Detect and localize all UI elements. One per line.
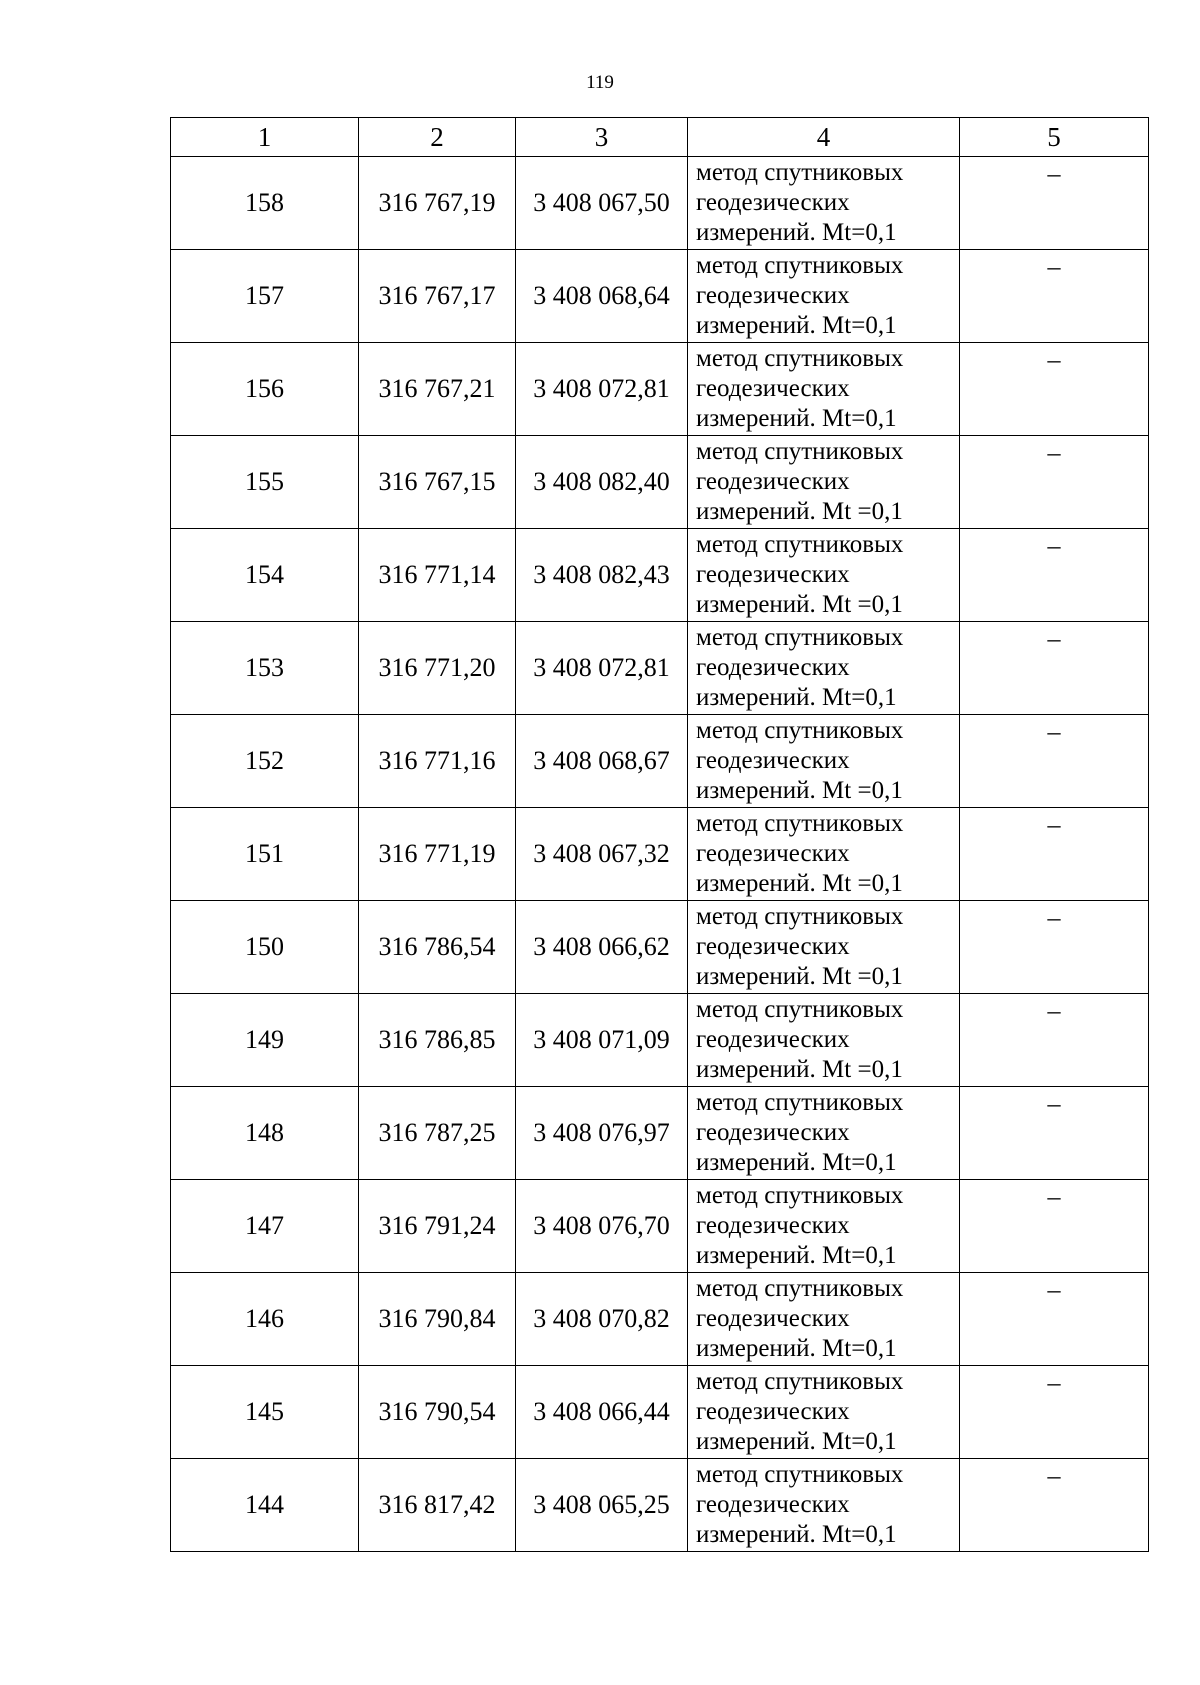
table-row bbox=[171, 343, 1149, 436]
method-cell bbox=[688, 1273, 960, 1366]
note-cell: – bbox=[960, 1366, 1149, 1459]
y-coordinate-cell: 3 408 066,62 bbox=[516, 901, 688, 994]
method-text-line: измерений. Mt =0,1 bbox=[696, 870, 903, 897]
point-number-cell: 152 bbox=[171, 715, 359, 808]
point-number-cell: 155 bbox=[171, 436, 359, 529]
table-row bbox=[171, 1366, 1149, 1459]
method-cell bbox=[688, 250, 960, 343]
point-number-cell: 150 bbox=[171, 901, 359, 994]
point-number-cell: 153 bbox=[171, 622, 359, 715]
y-coordinate-cell: 3 408 068,64 bbox=[516, 250, 688, 343]
method-text-line: измерений. Mt=0,1 bbox=[696, 219, 897, 246]
table-row bbox=[171, 1459, 1149, 1552]
x-coordinate-cell: 316 787,25 bbox=[359, 1087, 516, 1180]
point-number-cell: 154 bbox=[171, 529, 359, 622]
method-text-line: геодезических bbox=[696, 1491, 850, 1518]
method-cell bbox=[688, 808, 960, 901]
coordinates-table bbox=[170, 117, 1149, 1552]
table-row bbox=[171, 436, 1149, 529]
table-header-row bbox=[171, 118, 1149, 157]
method-text-line: измерений. Mt=0,1 bbox=[696, 1149, 897, 1176]
note-cell: – bbox=[960, 157, 1149, 250]
method-text-line: метод спутниковых bbox=[696, 1368, 904, 1395]
y-coordinate-cell: 3 408 082,40 bbox=[516, 436, 688, 529]
x-coordinate-cell: 316 786,54 bbox=[359, 901, 516, 994]
point-number-cell: 151 bbox=[171, 808, 359, 901]
method-cell bbox=[688, 1366, 960, 1459]
point-number-cell: 145 bbox=[171, 1366, 359, 1459]
column-header-3: 3 bbox=[516, 118, 688, 157]
x-coordinate-cell: 316 786,85 bbox=[359, 994, 516, 1087]
table-body bbox=[171, 157, 1149, 1552]
method-text-line: геодезических bbox=[696, 1305, 850, 1332]
method-text-line: метод спутниковых bbox=[696, 531, 904, 558]
method-text-line: геодезических bbox=[696, 1119, 850, 1146]
point-number-cell: 158 bbox=[171, 157, 359, 250]
method-text-line: измерений. Mt=0,1 bbox=[696, 312, 897, 339]
y-coordinate-cell: 3 408 076,97 bbox=[516, 1087, 688, 1180]
note-cell: – bbox=[960, 715, 1149, 808]
table-row bbox=[171, 1273, 1149, 1366]
method-text-line: метод спутниковых bbox=[696, 810, 904, 837]
method-cell bbox=[688, 343, 960, 436]
y-coordinate-cell: 3 408 071,09 bbox=[516, 994, 688, 1087]
method-text-line: измерений. Mt=0,1 bbox=[696, 1428, 897, 1455]
method-cell bbox=[688, 622, 960, 715]
x-coordinate-cell: 316 791,24 bbox=[359, 1180, 516, 1273]
table-row bbox=[171, 250, 1149, 343]
note-cell: – bbox=[960, 529, 1149, 622]
method-text-line: геодезических bbox=[696, 1398, 850, 1425]
table-row bbox=[171, 901, 1149, 994]
x-coordinate-cell: 316 767,15 bbox=[359, 436, 516, 529]
note-cell: – bbox=[960, 994, 1149, 1087]
x-coordinate-cell: 316 790,84 bbox=[359, 1273, 516, 1366]
y-coordinate-cell: 3 408 067,50 bbox=[516, 157, 688, 250]
x-coordinate-cell: 316 817,42 bbox=[359, 1459, 516, 1552]
method-text-line: метод спутниковых bbox=[696, 903, 904, 930]
method-text-line: геодезических bbox=[696, 1026, 850, 1053]
method-text-line: геодезических bbox=[696, 654, 850, 681]
y-coordinate-cell: 3 408 068,67 bbox=[516, 715, 688, 808]
y-coordinate-cell: 3 408 076,70 bbox=[516, 1180, 688, 1273]
note-cell: – bbox=[960, 1180, 1149, 1273]
note-cell: – bbox=[960, 1273, 1149, 1366]
method-text-line: метод спутниковых bbox=[696, 1275, 904, 1302]
table-row bbox=[171, 529, 1149, 622]
column-header-4: 4 bbox=[688, 118, 960, 157]
x-coordinate-cell: 316 771,14 bbox=[359, 529, 516, 622]
table-row bbox=[171, 157, 1149, 250]
y-coordinate-cell: 3 408 072,81 bbox=[516, 622, 688, 715]
point-number-cell: 146 bbox=[171, 1273, 359, 1366]
table-row bbox=[171, 622, 1149, 715]
method-text-line: измерений. Mt =0,1 bbox=[696, 963, 903, 990]
point-number-cell: 157 bbox=[171, 250, 359, 343]
method-text-line: геодезических bbox=[696, 840, 850, 867]
point-number-cell: 156 bbox=[171, 343, 359, 436]
table-row bbox=[171, 715, 1149, 808]
method-text-line: метод спутниковых bbox=[696, 624, 904, 651]
note-cell: – bbox=[960, 250, 1149, 343]
method-text-line: геодезических bbox=[696, 282, 850, 309]
x-coordinate-cell: 316 771,16 bbox=[359, 715, 516, 808]
method-text-line: геодезических bbox=[696, 468, 850, 495]
method-text-line: измерений. Mt=0,1 bbox=[696, 1521, 897, 1548]
method-text-line: измерений. Mt =0,1 bbox=[696, 1056, 903, 1083]
y-coordinate-cell: 3 408 067,32 bbox=[516, 808, 688, 901]
method-text-line: измерений. Mt=0,1 bbox=[696, 1335, 897, 1362]
note-cell: – bbox=[960, 436, 1149, 529]
method-text-line: измерений. Mt =0,1 bbox=[696, 591, 903, 618]
method-text-line: геодезических bbox=[696, 189, 850, 216]
note-cell: – bbox=[960, 622, 1149, 715]
y-coordinate-cell: 3 408 066,44 bbox=[516, 1366, 688, 1459]
table-row bbox=[171, 1180, 1149, 1273]
x-coordinate-cell: 316 771,20 bbox=[359, 622, 516, 715]
method-text-line: геодезических bbox=[696, 933, 850, 960]
method-cell bbox=[688, 994, 960, 1087]
column-header-5: 5 bbox=[960, 118, 1149, 157]
method-text-line: метод спутниковых bbox=[696, 996, 904, 1023]
method-text-line: метод спутниковых bbox=[696, 438, 904, 465]
x-coordinate-cell: 316 767,21 bbox=[359, 343, 516, 436]
method-cell bbox=[688, 1180, 960, 1273]
method-cell bbox=[688, 715, 960, 808]
method-text-line: метод спутниковых bbox=[696, 345, 904, 372]
method-text-line: метод спутниковых bbox=[696, 1461, 904, 1488]
method-text-line: метод спутниковых bbox=[696, 252, 904, 279]
method-cell bbox=[688, 436, 960, 529]
point-number-cell: 144 bbox=[171, 1459, 359, 1552]
method-text-line: геодезических bbox=[696, 375, 850, 402]
method-text-line: геодезических bbox=[696, 1212, 850, 1239]
point-number-cell: 149 bbox=[171, 994, 359, 1087]
x-coordinate-cell: 316 767,19 bbox=[359, 157, 516, 250]
method-text-line: измерений. Mt=0,1 bbox=[696, 405, 897, 432]
method-text-line: измерений. Mt =0,1 bbox=[696, 777, 903, 804]
table-row bbox=[171, 1087, 1149, 1180]
column-header-2: 2 bbox=[359, 118, 516, 157]
method-text-line: метод спутниковых bbox=[696, 1089, 904, 1116]
method-text-line: метод спутниковых bbox=[696, 1182, 904, 1209]
note-cell: – bbox=[960, 1087, 1149, 1180]
note-cell: – bbox=[960, 808, 1149, 901]
y-coordinate-cell: 3 408 070,82 bbox=[516, 1273, 688, 1366]
table-row bbox=[171, 994, 1149, 1087]
method-text-line: геодезических bbox=[696, 561, 850, 588]
x-coordinate-cell: 316 790,54 bbox=[359, 1366, 516, 1459]
note-cell: – bbox=[960, 343, 1149, 436]
method-cell bbox=[688, 157, 960, 250]
x-coordinate-cell: 316 771,19 bbox=[359, 808, 516, 901]
point-number-cell: 148 bbox=[171, 1087, 359, 1180]
note-cell: – bbox=[960, 1459, 1149, 1552]
method-cell bbox=[688, 1459, 960, 1552]
method-text-line: измерений. Mt =0,1 bbox=[696, 498, 903, 525]
method-cell bbox=[688, 529, 960, 622]
point-number-cell: 147 bbox=[171, 1180, 359, 1273]
method-text-line: геодезических bbox=[696, 747, 850, 774]
x-coordinate-cell: 316 767,17 bbox=[359, 250, 516, 343]
page-number: 119 bbox=[586, 72, 614, 93]
method-cell bbox=[688, 901, 960, 994]
method-text-line: метод спутниковых bbox=[696, 717, 904, 744]
note-cell: – bbox=[960, 901, 1149, 994]
y-coordinate-cell: 3 408 072,81 bbox=[516, 343, 688, 436]
y-coordinate-cell: 3 408 082,43 bbox=[516, 529, 688, 622]
method-text-line: метод спутниковых bbox=[696, 159, 904, 186]
table-row bbox=[171, 808, 1149, 901]
method-cell bbox=[688, 1087, 960, 1180]
method-text-line: измерений. Mt=0,1 bbox=[696, 684, 897, 711]
method-text-line: измерений. Mt=0,1 bbox=[696, 1242, 897, 1269]
column-header-1: 1 bbox=[171, 118, 359, 157]
y-coordinate-cell: 3 408 065,25 bbox=[516, 1459, 688, 1552]
